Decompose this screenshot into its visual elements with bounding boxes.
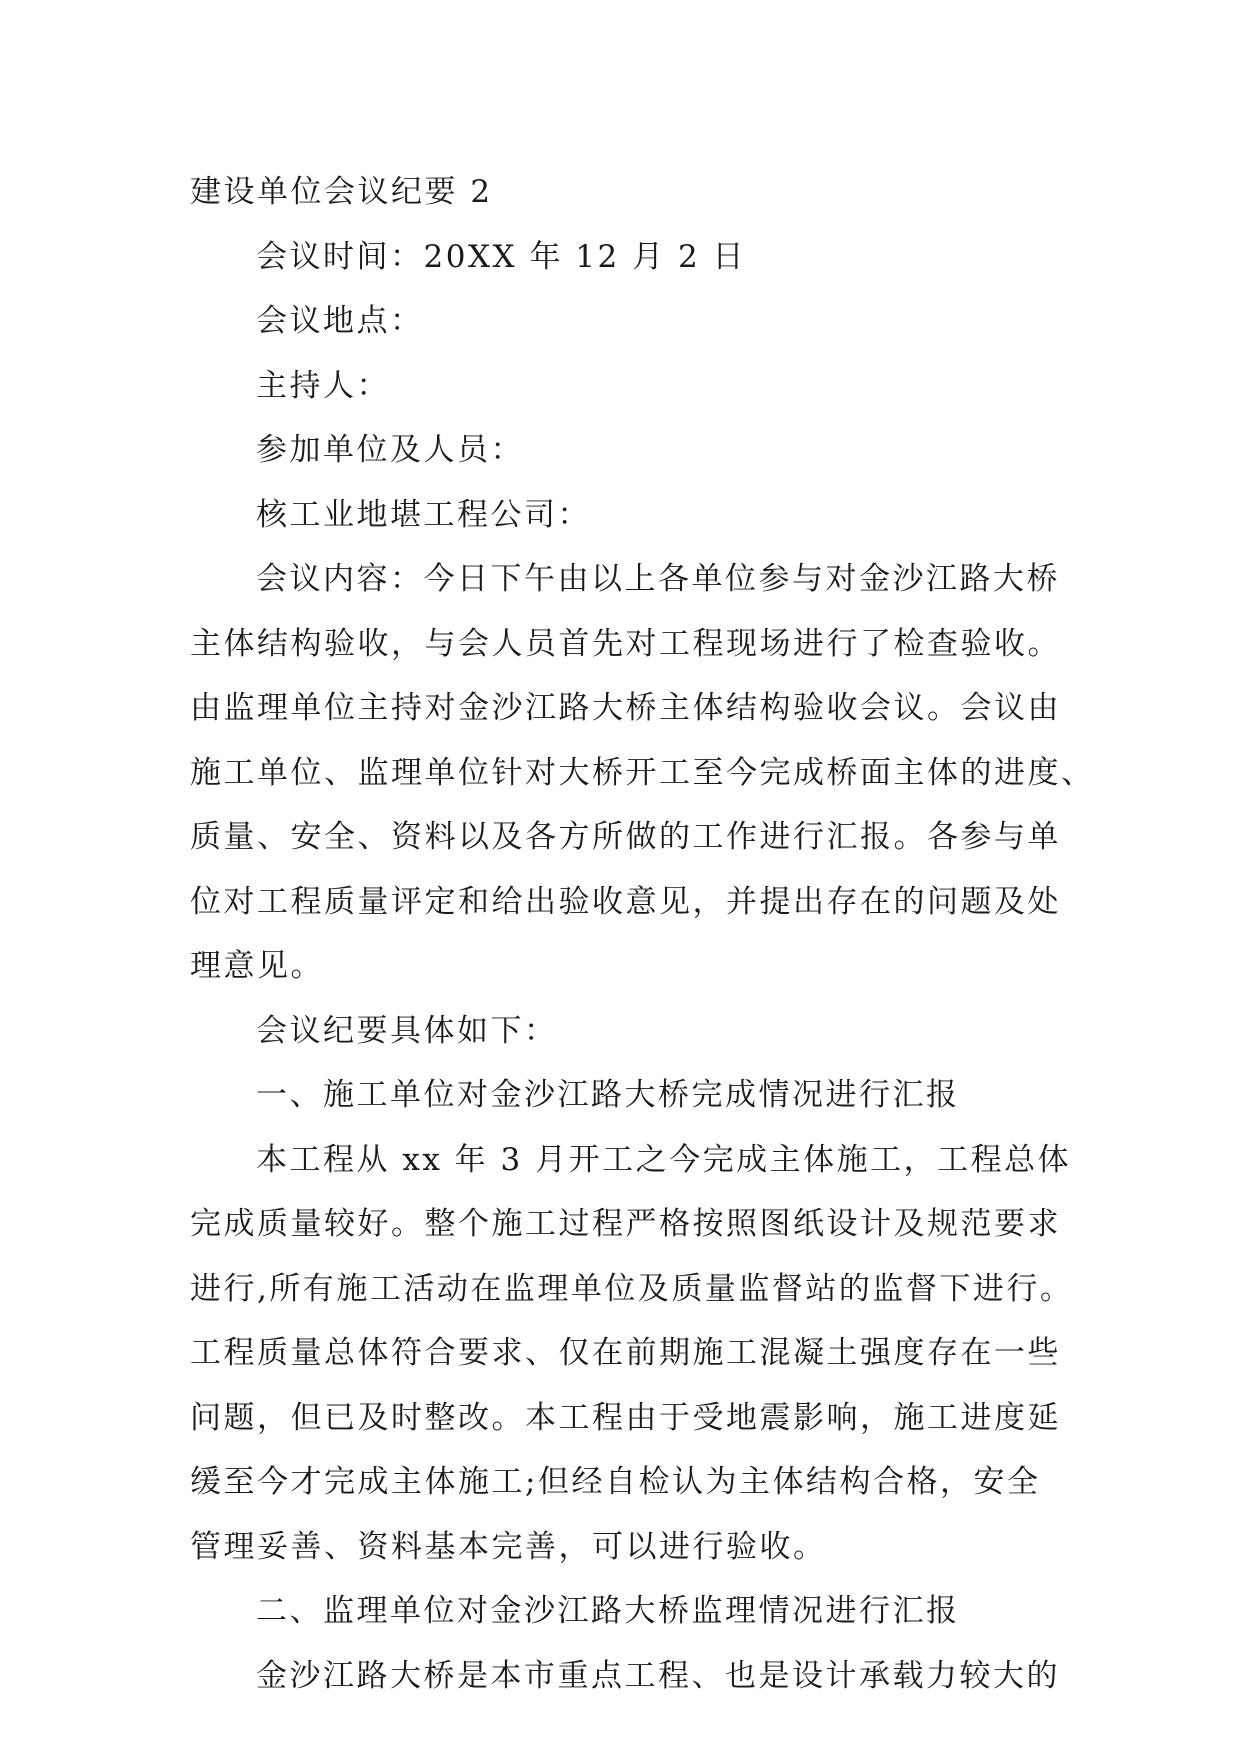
section-1-line: 问题，但已及时整改。本工程由于受地震影响，施工进度延 [190,1399,1061,1436]
content-line: 主体结构验收，与会人员首先对工程现场进行了检查验收。 [190,625,1061,662]
meeting-host: 主持人： [256,367,390,404]
content-line: 由监理单位主持对金沙江路大桥主体结构验收会议。会议由 [190,690,1061,726]
content-line: 位对工程质量评定和给出验收意见，并提出存在的问题及处 [190,883,1061,920]
content-line: 质量、安全、资料以及各方所做的工作进行汇报。各参与单 [190,819,1061,855]
section-1-heading: 一、施工单位对金沙江路大桥完成情况进行汇报 [256,1077,960,1113]
meeting-place: 会议地点： [256,303,424,339]
section-2-line: 金沙江路大桥是本市重点工程、也是设计承载力较大的 [256,1657,1060,1694]
section-2-heading: 二、监理单位对金沙江路大桥监理情况进行汇报 [256,1593,960,1629]
meeting-participants: 参加单位及人员： [256,432,524,468]
section-1-line: 本工程从 xx 年 3 月开工之今完成主体施工，工程总体 [256,1141,1072,1178]
document-title: 建设单位会议纪要 2 [190,174,493,210]
content-line: 理意见。 [190,948,324,984]
section-1-line: 工程质量总体符合要求、仅在前期施工混凝土强度存在一些 [190,1335,1061,1371]
participant-company: 核工业地堪工程公司： [256,496,591,533]
section-1-line: 管理妥善、资料基本完善，可以进行验收。 [190,1528,827,1565]
content-line: 施工单位、监理单位针对大桥开工至今完成桥面主体的进度、 [190,754,1095,791]
document-body [190,160,1095,1708]
section-1-line: 完成质量较好。整个施工过程严格按照图纸设计及规范要求 [190,1206,1061,1242]
summary-heading: 会议纪要具体如下： [256,1012,558,1049]
content-line: 会议内容：今日下午由以上各单位参与对金沙江路大桥 [256,561,1060,597]
meeting-time: 会议时间：20XX 年 12 月 2 日 [256,238,747,275]
section-1-line: 进行,所有施工活动在监理单位及质量监督站的监督下进行。 [190,1270,1074,1307]
section-1-line: 缓至今才完成主体施工;但经自检认为主体结构合格，安全 [190,1464,1041,1500]
